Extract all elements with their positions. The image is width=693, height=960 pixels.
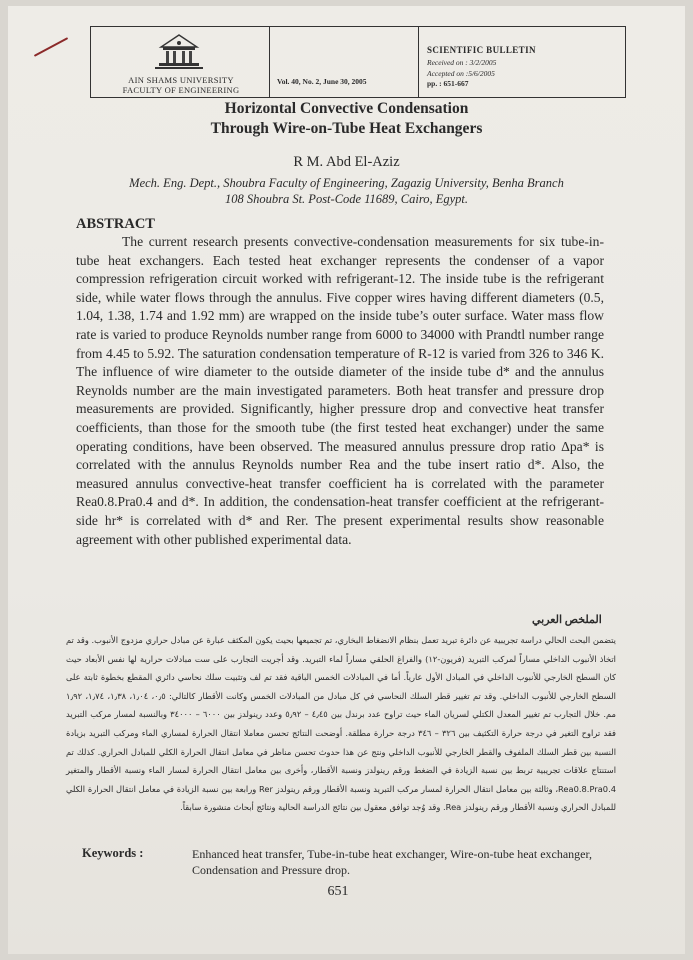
author-name: R M. Abd El-Aziz	[293, 154, 400, 170]
volume-info: Vol. 40, No. 2, June 30, 2005	[277, 77, 367, 86]
keywords-text: Enhanced heat transfer, Tube-in-tube heat exchanger, Wire-on-tube heat exchanger, Condensation and Pressure drop.	[192, 847, 593, 877]
keywords-label: Keywords :	[82, 846, 144, 860]
pen-mark	[34, 37, 68, 57]
affiliation-line2: 108 Shoubra St. Post-Code 11689, Cairo, Egypt.	[224, 192, 469, 206]
university-name	[95, 75, 267, 95]
received-date: Received on : 3/2/2005	[427, 58, 497, 67]
abstract-heading: ABSTRACT	[76, 216, 155, 232]
university-crest-icon	[149, 33, 209, 71]
accepted-date: Accepted on :5/6/2005	[427, 69, 495, 78]
paper-page	[8, 6, 685, 954]
paper-title-line2: Through Wire-on-Tube Heat Exchangers	[210, 120, 483, 137]
paper-title-line1: Horizontal Convective Condensation	[224, 100, 469, 117]
university-line: AIN SHAMS UNIVERSITY	[128, 75, 234, 85]
affiliation-line1: Mech. Eng. Dept., Shoubra Faculty of Engineering, Zagazig University, Benha Branch	[129, 176, 564, 190]
page-range: pp. : 651-667	[427, 79, 469, 88]
arabic-abstract-body: يتضمن البحث الحالي دراسة تجريبية عن دائرة تبريد تعمل بنظام الانضغاط البخاري، تم تجميعها بحيث يكون المكثف عبارة عن مبادل حراري مزدوج الأنبوب. وقد تم اتخاذ الأنبوب الداخلي مساراً لمركب التبريد (فريون-١٢) والفراغ الحلقي مساراً لماء التبريد. وقد أجريت التجارب على ست مبادلات حرارية لها نفس الأبعاد حيث كان السطح الخارجي للأنبوب الداخلي في المبادل الأول عارياً. أما في المبادلات الخمس الباقية فقد تم لف وتثبيت سلك نحاسي دائري المقطع بخطوة ثابتة على السطح الخارجي للأنبوب الداخلي. وقد تم تغيير قطر السلك النحاسي في كل مبادل من المبادلات الخمس وكانت الأقطار كالتالي: ٠٫٥، ١٫٠٤، ١٫٣٨، ١٫٧٤، ١٫٩٢ مم. خلال التجارب تم تغيير المعدل الكتلي لسريان الماء حيث تراوح عدد برندل بين ٤٫٤٥ – ٥٫٩٢ وعدد رينولدز بين ٦٠٠٠ – ٣٤٠٠٠ وبالنسبة لمسار مركب التبريد فقد تراوح التغير في درجة حرارة التكثيف بين ٣٢٦ – ٣٤٦ درجة حرارة مطلقة. أوضحت النتائج تحسن معاملا انتقال الحرارة لمساري الماء ومركب التبريد بزيادة النسبة بين قطر السلك الملفوف والقطر الخارجي للأنبوب الداخلي ونتج عن هذا حدوث تحسن مناظر في معامل انتقال الحرارة الكلي للمبادل الحراري. كذلك تم استنتاج علاقات تجريبية تربط بين نسبة الزيادة في الضغط ورقم رينولدز ونسبة الأقطار، وأخرى بين معامل انتقال الحرارة لمسار الماء ونسبة الأقطار والمتغير Rea0.8.Pra0.4، وثالثة بين معامل انتقال الحرارة لمسار مركب التبريد ونسبة الأقطار ورقم رينولدز Rer ورابعة بين نسبة الزيادة في معامل انتقال الحرارة الكلي للمبادل الحراري ونسبة الأقطار ورقم رينولدز Rea. وقد وُجد توافق معقول بين نتائج الدراسة الحالية ونتائج أبحاث منشورة سابقاً.	[66, 635, 616, 813]
journal-header	[90, 26, 626, 98]
arabic-abstract-heading: الملخص العربي	[532, 614, 602, 626]
abstract-body: The current research presents convective-condensation measurements for six tube-in-tube heat exchangers. Each tested heat exchanger represents the condenser of a vapor compression refrigeration circuit worked with refrigerant-12. The inside tube is the refrigerant side, while water flows through the annulus. Five copper wires having different diameters (0.5, 1.04, 1.38, 1.74 and 1.92 mm) are wrapped on the inside tube’s outer surface. Water mass flow rate is varied to produce Reynolds number range from 6000 to 34000 with Prandtl number range from 4.45 to 5.92. The saturation condensation temperature of R-12 is varied from 326 to 346 K. The influence of wire diameter to the outside diameter of the inside tube d* and the annulus Reynolds number are the main investigated parameters. Both heat transfer and pressure drop measurements are provided. Significantly, higher pressure drop and convective heat transfer coefficients, than those for the smooth tube (the first tested heat exchanger) under the same operating conditions, have been observed. The measured annulus pressure drop ratio Δpa* is correlated with the annulus Reynolds number Rea and the tube insert ratio d*. Also, the measured annulus convective-heat transfer coefficient ha is correlated with the parameter Rea0.8.Pra0.4 and d*. In addition, the condensation-heat transfer coefficient at the refrigerant-side hr* is correlated with d* and Rer. The present experimental results show reasonable agreement with other published experimental data.	[76, 234, 604, 547]
faculty-line: FACULTY OF ENGINEERING	[122, 85, 240, 95]
bulletin-title: SCIENTIFIC BULLETIN	[427, 45, 536, 55]
page-number: 651	[327, 884, 349, 899]
